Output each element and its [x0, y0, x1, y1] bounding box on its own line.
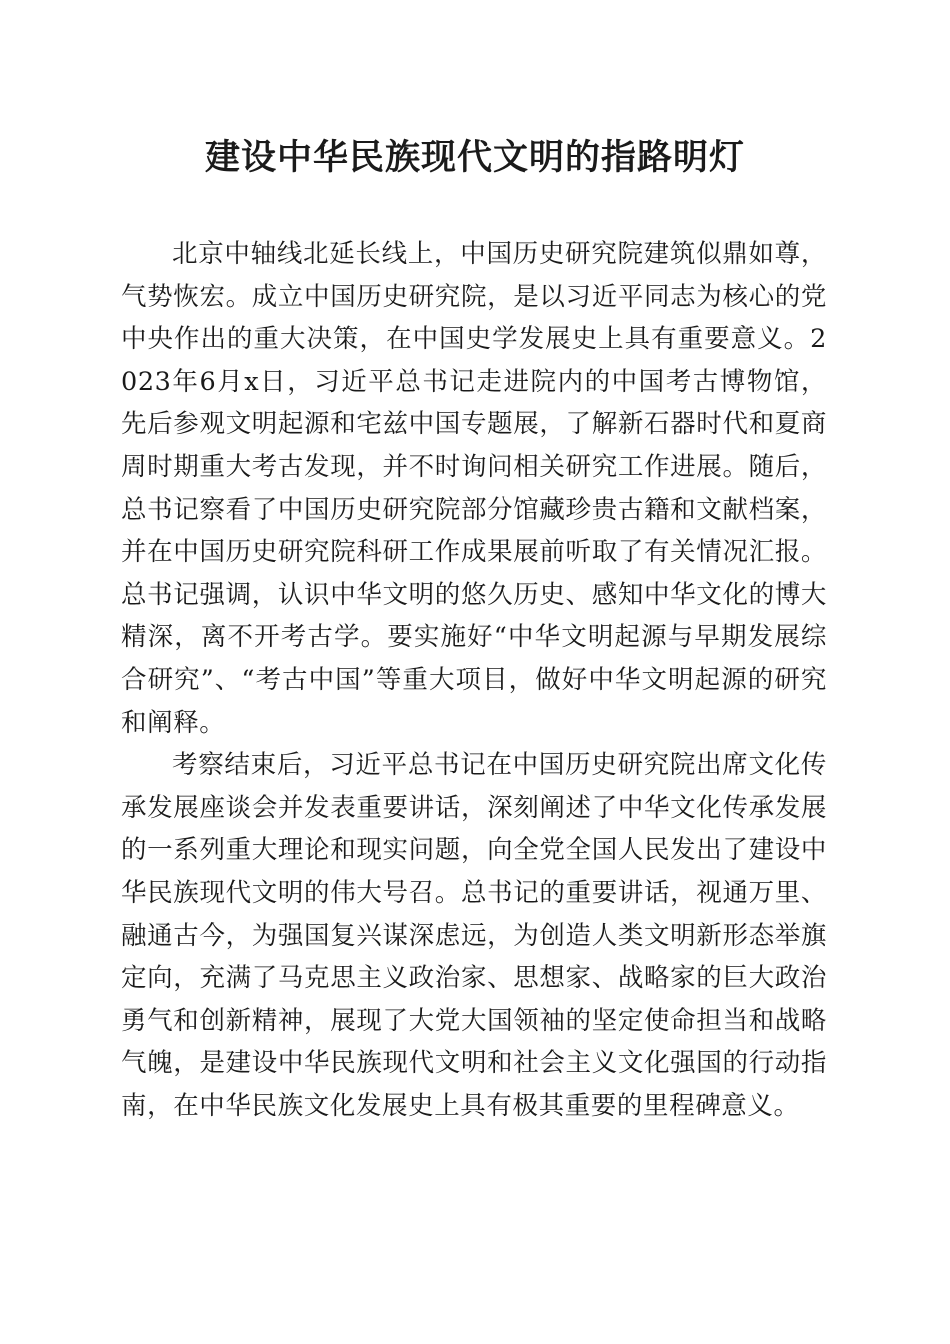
paragraph-1: 北京中轴线北延长线上，中国历史研究院建筑似鼎如尊，气势恢宏。成立中国历史研究院，是以习近平同志为核心的党中央作出的重大决策，在中国史学发展史上具有重要意义。2023年6月x日，习近平总书记走进院内的中国考古博物馆，先后参观文明起源和宅兹中国专题展，了解新石器时代和夏商周时期重大考古发现，并不时询问相关研究工作进展。随后，总书记察看了中国历史研究院部分馆藏珍贵古籍和文献档案，并在中国历史研究院科研工作成果展前听取了有关情况汇报。总书记强调，认识中华文明的悠久历史、感知中华文化的博大精深，离不开考古学。要实施好“中华文明起源与早期发展综合研究”、“考古中国”等重大项目，做好中华文明起源的研究和阐释。 — [121, 239, 827, 738]
paragraph-2: 考察结束后，习近平总书记在中国历史研究院出席文化传承发展座谈会并发表重要讲话，深刻阐述了中华文化传承发展的一系列重大理论和现实问题，向全党全国人民发出了建设中华民族现代文明的伟大号召。总书记的重要讲话，视通万里、融通古今，为强国复兴谋深虑远，为创造人类文明新形态举旗定向，充满了马克思主义政治家、思想家、战略家的巨大政治勇气和创新精神，展现了大党大国领袖的坚定使命担当和战略气魄，是建设中华民族现代文明和社会主义文化强国的行动指南，在中华民族文化发展史上具有极其重要的里程碑意义。 — [121, 750, 827, 1121]
document-body — [121, 233, 827, 1127]
document-title: 建设中华民族现代文明的指路明灯 — [204, 137, 745, 178]
